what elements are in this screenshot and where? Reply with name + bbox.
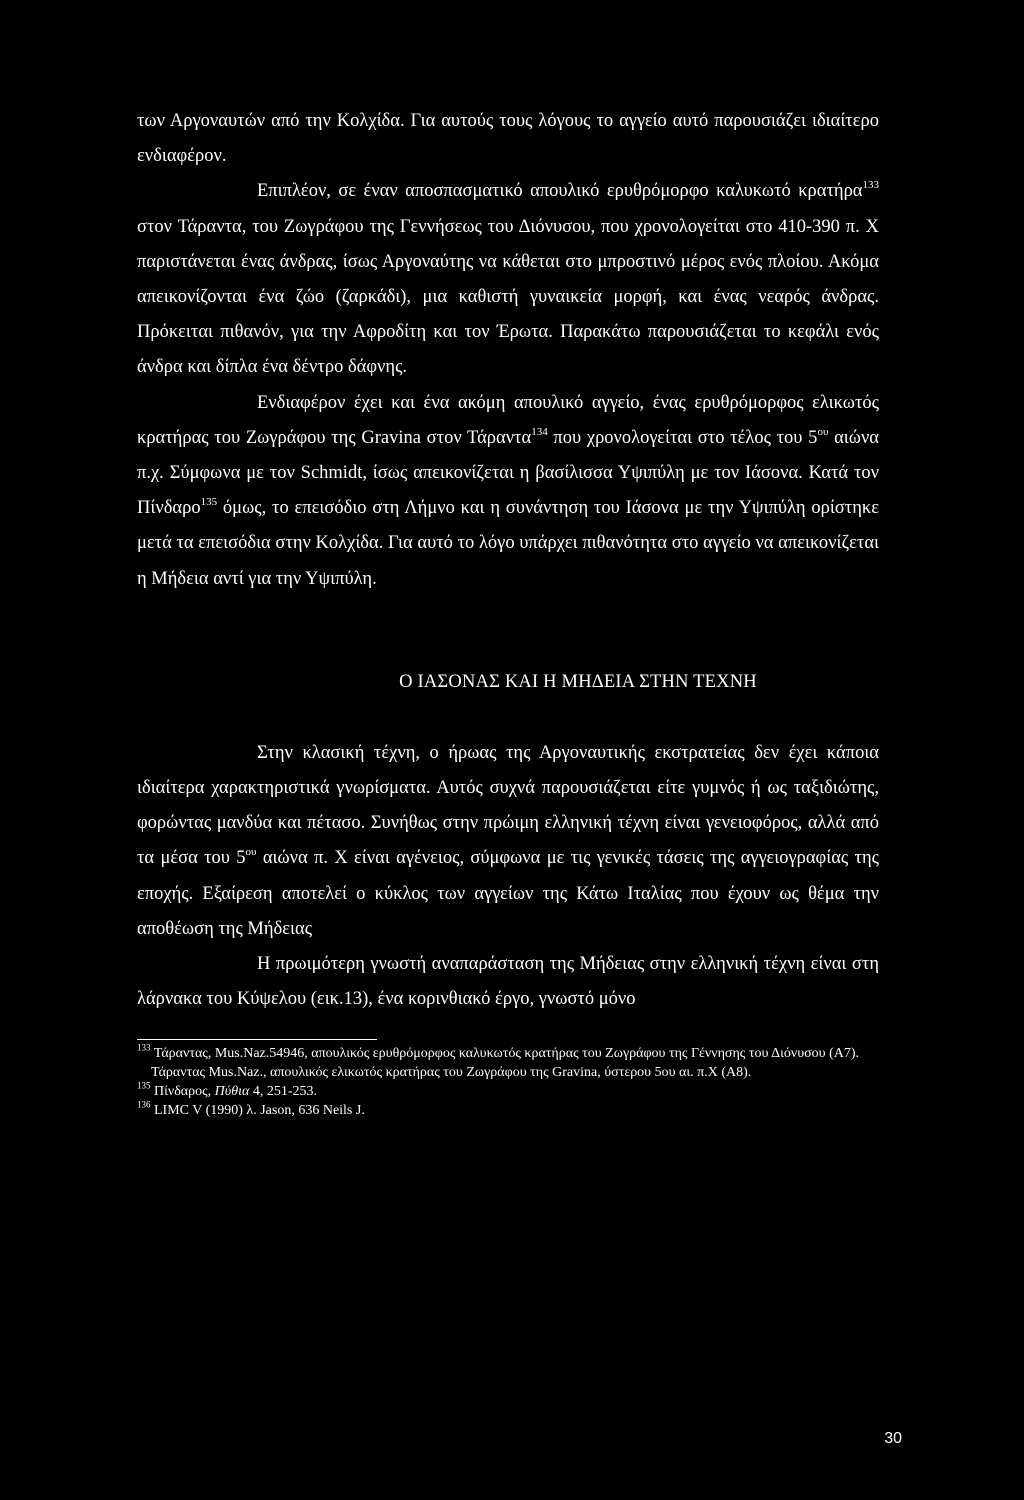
paragraph-text: αιώνα π.χ. Σύμφωνα με τον Schmidt, ίσως απεικονίζεται η βασίλισσα Υψιπύλη με τον Ιάσονα. Κατά τον Πίνδαρο [137, 427, 880, 519]
paragraph-vase-taranto [137, 174, 879, 385]
footnote-separator [137, 1039, 377, 1040]
superscript-ordinal: ου [817, 425, 829, 438]
paragraph-gravina-krater [137, 386, 879, 597]
footnote-text: Τάραντας, Mus.Naz.54946, απουλικός ερυθρόμορφος καλυκωτός κρατήρας του Ζωγράφου της Γέννησης του Διόνυσου (Α7). [150, 1046, 860, 1062]
paragraph-text: που χρονολογείται στο τέλος του 5 [547, 427, 818, 448]
section-heading-text: Ο ΙΑΣΟΝΑΣ ΚΑΙ Η ΜΗΔΕΙΑ ΣΤΗΝ ΤΕΧΝΗ [399, 671, 757, 692]
footnote-ref-133[interactable]: 133 [862, 179, 879, 192]
paragraph-text: Επιπλέον, σε έναν αποσπασματικό απουλικό ερυθρόμορφο καλυκωτό κρατήρα [257, 181, 863, 202]
spacer [137, 700, 879, 736]
page-number: 30 [884, 1430, 902, 1447]
paragraph-text: στον Τάραντα, του Ζωγράφου της Γεννήσεως του Διόνυσου, που χρονολογείται στο 410-390 π. Χ παριστάνεται ένας άνδρας, ίσως Αργοναύτης να κάθεται στο μπροστινό μέρος ενός πλοίου. Ακόμα απεικονίζονται ένα ζώο (ζαρκάδι), μια καθιστή γυναικεία μορφή, και ένας νεαρός άνδρας. Πρόκειται πιθανόν, για την Αφροδίτη και τον Έρωτα. Παρακάτω παρουσιάζεται το κεφάλι ενός άνδρα και δίπλα ένα δέντρο δάφνης. [137, 216, 879, 378]
footnote-number: 135 [137, 1081, 151, 1092]
paragraph-text: όμως, το επεισόδιο στη Λήμνο και η συνάντηση του Ιάσονα με την Υψιπύλη ορίστηκε μετά τα επεισόδια στην Κολχίδα. Για αυτό το λόγο υπάρχει πιθανότητα στο αγγείο να απεικονίζεται η Μήδεια αντί για την Υψιπύλη. [137, 498, 879, 589]
paragraph-kypselos-chest [137, 947, 879, 1017]
footnote-ref-134[interactable]: 134 [531, 425, 548, 438]
footnote-text: 4, 251-253. [249, 1084, 317, 1100]
footnote-text: Τάραντας Mus.Naz., απουλικός ελικωτός κρατήρας του Ζωγράφου της Gravina, ύστερου 5ου αι. π.Χ (Α8). [151, 1065, 752, 1081]
document-page [137, 104, 879, 1120]
footnote-ref-135[interactable]: 135 [200, 495, 218, 508]
footnote-133 [137, 1044, 879, 1063]
paragraph-text: των Αργοναυτών από την Κολχίδα. Για αυτούς τους λόγους το αγγείο αυτό παρουσιάζει ιδιαίτερο ενδιαφέρον. [137, 111, 879, 167]
footnote-text: Πίνδαρος, [150, 1084, 215, 1100]
paragraph-text: Η πρωιμότερη γνωστή αναπαράσταση της Μήδειας στην ελληνική τέχνη είναι στη λάρνακα του Κύψελου (εικ.13), ένα κορινθιακό έργο, γνωστό μόνο [137, 954, 879, 1010]
footnote-title-italic: Πύθια [214, 1084, 250, 1100]
paragraph-text: Στην κλασική τέχνη, ο ήρωας της Αργοναυτικής εκστρατείας δεν έχει κάποια ιδιαίτερα χαρακτηριστικά γνωρίσματα. Αυτός συχνά παρουσιάζεται είτε γυμνός ή ως ταξιδιώτης, φορώντας μανδύα και πέτασο. Συνήθως στην πρώιμη ελληνική τέχνη είναι γενειοφόρος, αλλά από τα μέσα του 5 [137, 742, 879, 869]
superscript-ordinal: ου [245, 846, 257, 859]
footnote-text: LIMC V (1990) λ. Jason, 636 Neils J. [150, 1103, 365, 1119]
paragraph-text: Ενδιαφέρον έχει και ένα ακόμη απουλικό αγγείο, ένας ερυθρόμορφος ελικωτός κρατήρας του Ζωγράφου της Gravina στον Τάραντα [137, 392, 879, 448]
paragraph-continued [137, 104, 879, 174]
footnote-134 [137, 1063, 879, 1082]
footnote-135 [137, 1082, 879, 1101]
paragraph-classical-art [137, 736, 879, 947]
footnote-number: 133 [137, 1043, 151, 1054]
footnote-number: 136 [137, 1100, 151, 1111]
section-heading [137, 665, 879, 700]
paragraph-text: αιώνα π. Χ είναι αγένειος, σύμφωνα με τις γενικές τάσεις της αγγειογραφίας της εποχής. Εξαίρεση αποτελεί ο κύκλος των αγγείων της Κάτω Ιταλίας που έχουν ως θέμα την αποθέωση της Μήδειας [137, 848, 879, 939]
footnote-136 [137, 1101, 879, 1120]
